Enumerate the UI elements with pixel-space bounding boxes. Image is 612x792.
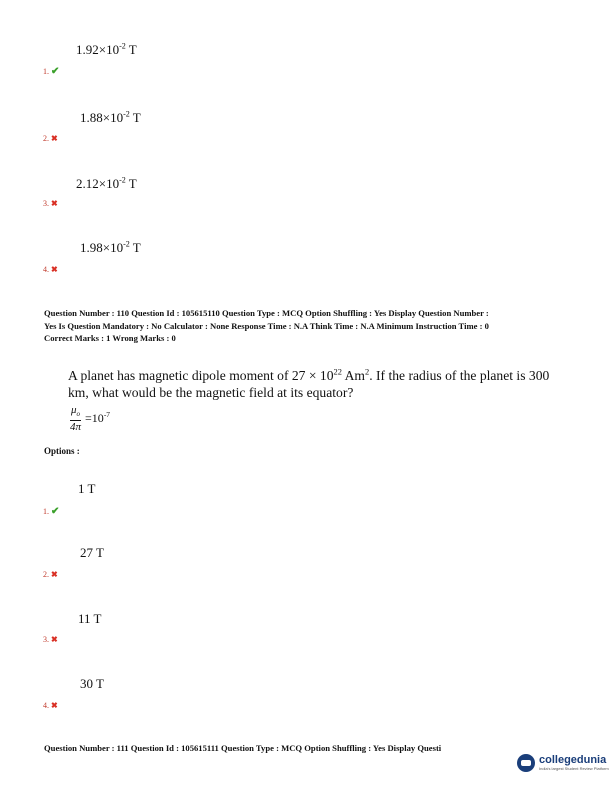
cross-mark-icon: ✖ — [51, 701, 58, 710]
prev-option-3-value: $2.12\times 10^{-2}$ T — [76, 175, 137, 191]
cross-mark-icon: ✖ — [51, 199, 58, 208]
options-label: Options : — [44, 446, 80, 456]
option-1-value: 1 T — [78, 481, 96, 496]
option-1-label: 1. ✔ — [43, 506, 60, 517]
cross-mark-icon: ✖ — [51, 570, 58, 579]
prev-option-4-label: 4. ✖ — [43, 265, 58, 274]
option-3-value: 11 T — [78, 611, 102, 626]
question-metadata — [44, 307, 574, 345]
prev-option-2-label: 2. ✖ — [43, 134, 58, 143]
question-text: A planet has magnetic dipole moment of $27 \times 10^{22}$ Am$^2$. If the radius of the planet is 300 km, what would be the magnetic field at its equator? — [68, 366, 550, 400]
option-4-value: 30 T — [80, 676, 104, 691]
check-mark-icon: ✔ — [51, 66, 60, 77]
option-2-label: 2. ✖ — [43, 570, 58, 579]
logo-name: collegedunia — [539, 754, 607, 766]
cross-mark-icon: ✖ — [51, 134, 58, 143]
prev-option-2-value: $1.88\times 10^{-2}$ T — [80, 109, 141, 125]
logo-icon — [517, 754, 535, 772]
check-mark-icon: ✔ — [51, 506, 60, 517]
prev-option-1-value: $1.92\times 10^{-2}$ T — [76, 41, 137, 57]
collegedunia-logo — [517, 754, 609, 772]
given-equation: $\frac{\mu_o}{4\pi}$ $=10^{-7}$ — [70, 404, 111, 434]
option-2-value: 27 T — [80, 545, 104, 560]
mu-over-4pi-fraction: $\frac{\mu_o}{4\pi}$ — [70, 404, 82, 434]
next-question-metadata: Question Number : 111 Question Id : 105615111 Question Type : MCQ Option Shuffling : Yes Display Questi — [44, 743, 442, 753]
cross-mark-icon: ✖ — [51, 635, 58, 644]
question-meta-line: Correct Marks : 1 Wrong Marks : 0 — [44, 333, 176, 343]
prev-option-4-value: $1.98\times 10^{-2}$ T — [80, 239, 141, 255]
logo-tagline: India's largest Student Review Platform — [539, 766, 609, 771]
question-meta-line: Yes Is Question Mandatory : No Calculator : None Response Time : N.A Think Time : N.A Minimum Instruction Time : 0 — [44, 320, 489, 331]
prev-option-1-label: 1. ✔ — [43, 66, 60, 77]
option-4-label: 4. ✖ — [43, 701, 58, 710]
option-3-label: 3. ✖ — [43, 635, 58, 644]
prev-option-3-label: 3. ✖ — [43, 199, 58, 208]
cross-mark-icon: ✖ — [51, 265, 58, 274]
question-meta-line: Question Number : 110 Question Id : 105615110 Question Type : MCQ Option Shuffling : Yes Display Question Number : — [44, 308, 489, 318]
